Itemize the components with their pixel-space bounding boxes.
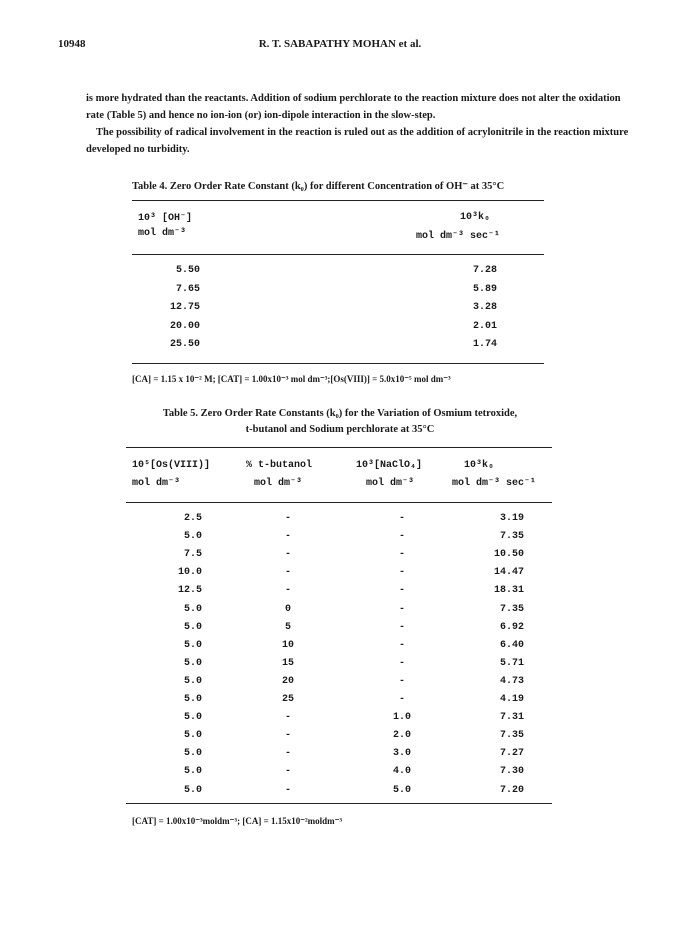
page-number: 10948 xyxy=(58,38,86,50)
table5-k0-cell: 5.71 xyxy=(499,658,524,669)
table5-col3-unit: mol dm⁻³ xyxy=(366,478,415,489)
table5-tbutanol-cell: - xyxy=(284,513,291,524)
table5-tbutanol-cell: - xyxy=(284,567,291,578)
table5-top-rule xyxy=(126,447,552,448)
table5-os-cell: 5.0 xyxy=(183,694,202,705)
table5-col1-head: 10⁵[Os(VIII)] xyxy=(132,460,211,471)
table5-tbutanol-cell: 25 xyxy=(281,694,294,705)
table4-k0-cell: 5.89 xyxy=(472,284,497,295)
table5-os-cell: 5.0 xyxy=(183,766,202,777)
table5-os-cell: 5.0 xyxy=(183,676,202,687)
table5-col2-head: % t-butanol xyxy=(246,460,313,471)
table5-head-rule xyxy=(126,502,552,503)
table5-tbutanol-cell: 20 xyxy=(281,676,294,687)
table5-tbutanol-cell: - xyxy=(284,748,291,759)
table5-footnote: [CAT] = 1.00x10⁻³moldm⁻³; [CA] = 1.15x10⁻²moldm⁻³ xyxy=(132,816,343,826)
table5-bottom-rule xyxy=(126,803,552,804)
table4-oh-cell: 7.65 xyxy=(175,284,200,295)
table4-oh-cell: 5.50 xyxy=(175,265,200,276)
table5-naclo4-cell: - xyxy=(398,513,405,524)
table5-os-cell: 5.0 xyxy=(183,622,202,633)
table5-col3-head: 10³[NaClO₄] xyxy=(356,460,423,471)
table5-os-cell: 12.5 xyxy=(177,585,202,596)
table5-os-cell: 5.0 xyxy=(183,658,202,669)
table5-tbutanol-cell: - xyxy=(284,712,291,723)
table5-tbutanol-cell: 15 xyxy=(281,658,294,669)
table5-naclo4-cell: 3.0 xyxy=(392,748,411,759)
table5-k0-cell: 3.19 xyxy=(499,513,524,524)
table4-footnote: [CA] = 1.15 x 10⁻² M; [CAT] = 1.00x10⁻³ mol dm⁻³;[Os(VIII)] = 5.0x10⁻⁵ mol dm⁻³ xyxy=(132,374,451,384)
table5-naclo4-cell: - xyxy=(398,658,405,669)
table4-col1-head: 10³ [OH⁻] xyxy=(138,213,193,224)
table5-tbutanol-cell: 10 xyxy=(281,640,294,651)
table4-oh-cell: 12.75 xyxy=(169,302,200,313)
table4-bottom-rule xyxy=(132,363,544,364)
table5-naclo4-cell: - xyxy=(398,622,405,633)
table5-naclo4-cell: 2.0 xyxy=(392,730,411,741)
table4-caption: Table 4. Zero Order Rate Constant (k₀) for different Concentration of OH⁻ at 35°C xyxy=(132,181,505,192)
table5-k0-cell: 14.47 xyxy=(493,567,524,578)
table5-tbutanol-cell: 5 xyxy=(284,622,291,633)
table4-top-rule xyxy=(132,200,544,201)
table5-k0-cell: 6.40 xyxy=(499,640,524,651)
table5-naclo4-cell: - xyxy=(398,549,405,560)
table5-tbutanol-cell: - xyxy=(284,585,291,596)
table5-naclo4-cell: - xyxy=(398,567,405,578)
table5-naclo4-cell: - xyxy=(398,585,405,596)
table4-oh-cell: 20.00 xyxy=(169,321,200,332)
table4-col2-unit: mol dm⁻³ sec⁻¹ xyxy=(415,231,500,242)
body-paragraph-2: The possibility of radical involvement in the reaction is ruled out as the addition of acrylonitrile in the reaction mixture developed no turbidity. xyxy=(86,127,629,155)
table5-k0-cell: 7.35 xyxy=(499,531,524,542)
table5-k0-cell: 7.35 xyxy=(499,604,524,615)
table5-naclo4-cell: - xyxy=(398,640,405,651)
table5-tbutanol-cell: - xyxy=(284,531,291,542)
table4-k0-cell: 7.28 xyxy=(472,265,497,276)
table5-tbutanol-cell: 0 xyxy=(284,604,291,615)
table5-os-cell: 5.0 xyxy=(183,712,202,723)
table5-k0-cell: 7.31 xyxy=(499,712,524,723)
table4-head-rule xyxy=(132,254,544,255)
table5-naclo4-cell: - xyxy=(398,676,405,687)
table5-col1-unit: mol dm⁻³ xyxy=(132,478,181,489)
table5-naclo4-cell: - xyxy=(398,694,405,705)
table5-tbutanol-cell: - xyxy=(284,549,291,560)
table5-naclo4-cell: 1.0 xyxy=(392,712,411,723)
table5-k0-cell: 10.50 xyxy=(493,549,524,560)
table5-k0-cell: 18.31 xyxy=(493,585,524,596)
table5-os-cell: 10.0 xyxy=(177,567,202,578)
running-head: R. T. SABAPATHY MOHAN et al. xyxy=(258,38,422,50)
table4-k0-cell: 3.28 xyxy=(472,302,497,313)
table5-k0-cell: 4.73 xyxy=(499,676,524,687)
table5-naclo4-cell: - xyxy=(398,604,405,615)
table5-k0-cell: 4.19 xyxy=(499,694,524,705)
table5-col2-unit: mol dm⁻³ xyxy=(254,478,303,489)
body-paragraph-1: is more hydrated than the reactants. Addition of sodium perchlorate to the reaction mixture does not alter the oxidation rate (Table 5) and hence no ion-ion (or) ion-dipole interaction in the slow-step. xyxy=(86,93,621,121)
table5-os-cell: 5.0 xyxy=(183,785,202,796)
table4-col1-unit: mol dm⁻³ xyxy=(138,228,187,239)
table5-os-cell: 2.5 xyxy=(183,513,202,524)
table5-os-cell: 5.0 xyxy=(183,531,202,542)
table5-tbutanol-cell: - xyxy=(284,730,291,741)
table5-k0-cell: 7.30 xyxy=(499,766,524,777)
table5-tbutanol-cell: - xyxy=(284,766,291,777)
table5-caption-line1: Table 5. Zero Order Rate Constants (k₀) for the Variation of Osmium tetroxide, xyxy=(162,408,518,419)
table5-os-cell: 7.5 xyxy=(183,549,202,560)
table5-k0-cell: 7.27 xyxy=(499,748,524,759)
table5-k0-cell: 6.92 xyxy=(499,622,524,633)
table5-tbutanol-cell: - xyxy=(284,785,291,796)
table5-naclo4-cell: - xyxy=(398,531,405,542)
table5-os-cell: 5.0 xyxy=(183,640,202,651)
table5-k0-cell: 7.20 xyxy=(499,785,524,796)
table5-k0-cell: 7.35 xyxy=(499,730,524,741)
table5-caption-line2: t-butanol and Sodium perchlorate at 35°C xyxy=(245,424,435,435)
table4-oh-cell: 25.50 xyxy=(169,339,200,350)
table5-os-cell: 5.0 xyxy=(183,730,202,741)
table5-naclo4-cell: 5.0 xyxy=(392,785,411,796)
table4-col2-head: 10³k₀ xyxy=(459,212,490,223)
table4-k0-cell: 2.01 xyxy=(472,321,497,332)
table5-col4-unit: mol dm⁻³ sec⁻¹ xyxy=(452,478,537,489)
table5-os-cell: 5.0 xyxy=(183,748,202,759)
table5-col4-head: 10³k₀ xyxy=(464,460,495,471)
table5-os-cell: 5.0 xyxy=(183,604,202,615)
table4-k0-cell: 1.74 xyxy=(472,339,497,350)
table5-naclo4-cell: 4.0 xyxy=(392,766,411,777)
